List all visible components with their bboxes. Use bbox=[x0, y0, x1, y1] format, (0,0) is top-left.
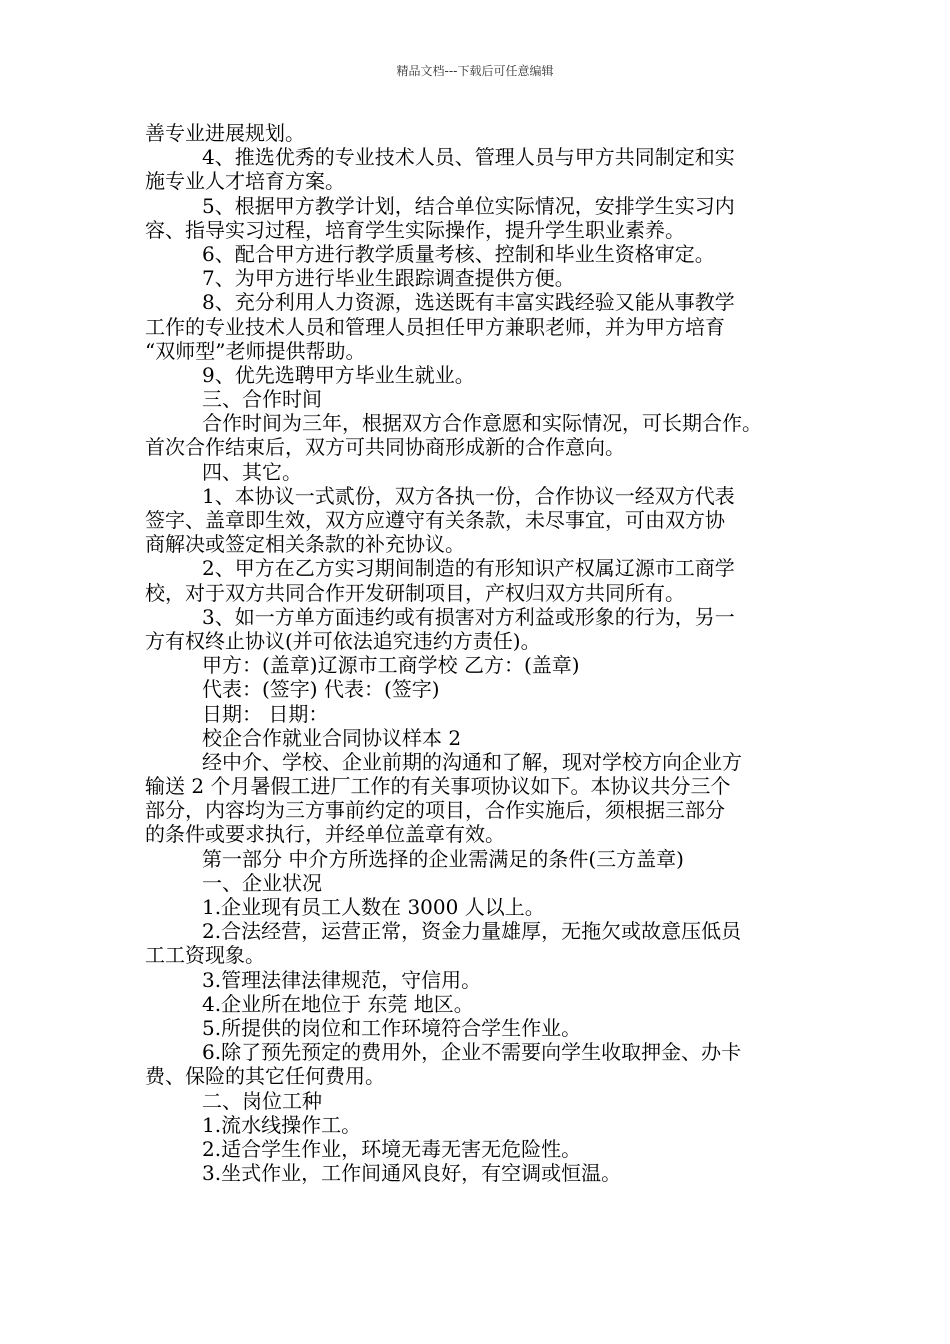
text-line: 3、如一方单方面违约或有损害对方利益或形象的行为，另一 bbox=[202, 604, 735, 629]
text-line: 善专业进展规划。 bbox=[145, 121, 305, 145]
text-line: 5.所提供的岗位和工作环境符合学生作业。 bbox=[202, 1015, 582, 1040]
text-line: 日期： 日期： bbox=[202, 701, 329, 726]
text-line: 二、岗位工种 bbox=[202, 1088, 322, 1113]
text-line: 工工资现象。 bbox=[145, 943, 265, 968]
text-line: 签字、盖章即生效，双方应遵守有关条款，未尽事宜，可由双方协 bbox=[145, 508, 725, 532]
text-line: “双师型”老师提供帮助。 bbox=[145, 338, 366, 363]
text-line: 合作时间为三年，根据双方合作意愿和实际情况，可长期合作。 bbox=[202, 411, 762, 436]
text-line: 的条件或要求执行，并经单位盖章有效。 bbox=[145, 822, 505, 847]
text-line: 2.合法经营，运营正常，资金力量雄厚，无拖欠或故意压低员 bbox=[202, 919, 742, 944]
text-line: 4、推选优秀的专业技术人员、管理人员与甲方共同制定和实 bbox=[202, 145, 735, 170]
text-line: 施专业人才培育方案。 bbox=[145, 169, 345, 194]
text-line: 5、根据甲方教学计划，结合单位实际情况，安排学生实习内 bbox=[202, 193, 735, 218]
text-line: 输送 2 个月暑假工进厂工作的有关事项协议如下。本协议共分三个 bbox=[145, 774, 731, 799]
text-line: 1.流水线操作工。 bbox=[202, 1112, 362, 1137]
text-line: 代表：(签字) 代表：(签字) bbox=[202, 677, 440, 702]
text-line: 6.除了预先预定的费用外，企业不需要向学生收取押金、办卡 bbox=[202, 1040, 742, 1065]
text-line: 甲方：(盖章)辽源市工商学校 乙方：(盖章) bbox=[202, 653, 580, 678]
text-line: 四、其它。 bbox=[202, 459, 302, 484]
text-line: 3.坐式作业，工作间通风良好，有空调或恒温。 bbox=[202, 1161, 622, 1186]
text-line: 工作的专业技术人员和管理人员担任甲方兼职老师，并为甲方培育 bbox=[145, 314, 725, 339]
text-line: 费、保险的其它任何费用。 bbox=[145, 1064, 385, 1089]
text-line: 8、充分利用人力资源，选送既有丰富实践经验又能从事教学 bbox=[202, 290, 735, 315]
text-line: 6、配合甲方进行教学质量考核、控制和毕业生资格审定。 bbox=[202, 241, 715, 266]
text-line: 2、甲方在乙方实习期间制造的有形知识产权属辽源市工商学 bbox=[202, 556, 735, 581]
text-line: 三、合作时间 bbox=[202, 387, 322, 412]
text-line: 首次合作结束后，双方可共同协商形成新的合作意向。 bbox=[145, 435, 625, 460]
text-line: 9、优先选聘甲方毕业生就业。 bbox=[202, 362, 475, 387]
text-line: 第一部分 中介方所选择的企业需满足的条件(三方盖章) bbox=[202, 846, 684, 871]
text-line: 校企合作就业合同协议样本 2 bbox=[202, 725, 462, 750]
text-line: 4.企业所在地位于 东莞 地区。 bbox=[202, 991, 474, 1016]
text-line: 容、指导实习过程，培育学生实际操作，提升学生职业素养。 bbox=[145, 217, 685, 242]
page-header: 精品文档---下载后可任意编辑 bbox=[396, 64, 554, 78]
text-line: 方有权终止协议(并可依法追究违约方责任)。 bbox=[145, 628, 541, 653]
text-line: 商解决或签定相关条款的补充协议。 bbox=[145, 532, 465, 557]
text-line: 校，对于双方共同合作开发研制项目，产权归双方共同所有。 bbox=[145, 580, 685, 605]
document-body bbox=[145, 121, 815, 1185]
text-line: 1.企业现有员工人数在 3000 人以上。 bbox=[202, 895, 545, 919]
text-line: 一、企业状况 bbox=[202, 870, 322, 895]
text-line: 7、为甲方进行毕业生跟踪调查提供方便。 bbox=[202, 266, 575, 291]
text-line: 经中介、学校、企业前期的沟通和了解，现对学校方向企业方 bbox=[202, 749, 742, 774]
text-line: 3.管理法律法律规范，守信用。 bbox=[202, 967, 482, 992]
text-line: 2.适合学生作业，环境无毒无害无危险性。 bbox=[202, 1136, 582, 1161]
text-line: 部分，内容均为三方事前约定的项目，合作实施后，须根据三部分 bbox=[145, 798, 725, 823]
text-line: 1、本协议一式贰份，双方各执一份，合作协议一经双方代表 bbox=[202, 483, 735, 508]
